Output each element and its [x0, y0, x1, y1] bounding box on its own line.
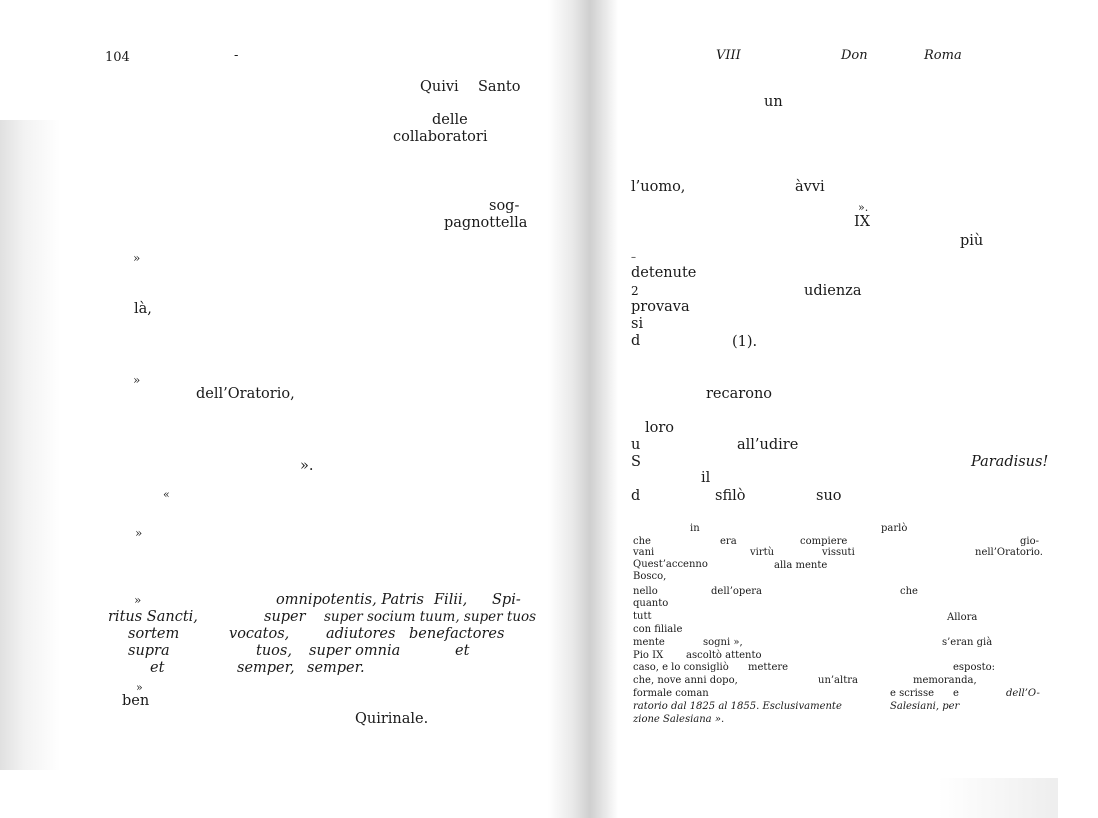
footnote-text: compiere — [800, 536, 848, 547]
text-fragment: – — [631, 252, 636, 263]
quote-mark: » — [133, 373, 141, 387]
footnote-text: dell’O- — [1006, 688, 1040, 699]
latin-text: Filii, — [434, 592, 468, 608]
running-head: Don — [841, 48, 868, 63]
footnote-text: era — [720, 536, 737, 547]
latin-text: benefactores — [409, 626, 505, 642]
latin-text: tuos, — [256, 643, 292, 659]
text-fragment: IX — [854, 214, 871, 230]
text-fragment: sog- — [489, 198, 520, 214]
text-fragment: si — [631, 316, 644, 332]
footnote-text: memoranda, — [913, 675, 977, 686]
text-fragment: sfilò — [715, 488, 746, 504]
footnote-text: nell’Oratorio. — [975, 547, 1043, 558]
text-fragment: Quivi — [420, 79, 459, 95]
latin-text: super omnia — [309, 643, 401, 659]
footnote-text: che, nove anni dopo, — [633, 675, 738, 686]
text-fragment: d — [631, 488, 641, 504]
header-dash: - — [234, 48, 239, 63]
latin-text: semper. — [307, 660, 365, 676]
latin-text: vocatos, — [229, 626, 290, 642]
text-fragment: più — [960, 233, 984, 249]
quote-mark: « — [163, 488, 170, 501]
text-fragment: S — [631, 454, 641, 470]
text-fragment: Quirinale. — [355, 711, 429, 727]
footnote-text: Pio IX — [633, 650, 664, 661]
footnote-text: ratorio dal 1825 al 1855. Esclusivamente — [633, 701, 842, 712]
footnote-text: parlò — [881, 523, 908, 534]
footnote-text: caso, e lo consigliò — [633, 662, 729, 673]
footnote-text: un’altra — [818, 675, 858, 686]
text-fragment: un — [764, 94, 783, 110]
text-fragment: all’udire — [737, 437, 799, 453]
text-fragment: collaboratori — [393, 129, 488, 145]
footnote-text: virtù — [750, 547, 775, 558]
text-fragment: provava — [631, 299, 690, 315]
text-fragment: là, — [134, 301, 152, 317]
text-fragment: recarono — [706, 386, 773, 402]
text-fragment: dell’Oratorio, — [196, 386, 295, 402]
latin-text: et — [150, 660, 165, 676]
text-fragment: Paradisus! — [971, 454, 1049, 470]
quote-mark: ». — [858, 201, 869, 214]
text-fragment: pagnottella — [444, 215, 528, 231]
footnote-text: mettere — [748, 662, 789, 673]
footnote-text: Salesiani, per — [890, 701, 960, 712]
footnote-text: che — [900, 586, 918, 597]
text-fragment: ben — [122, 693, 150, 709]
footnote-text: e — [953, 688, 959, 699]
footnote-text: Quest’accenno — [633, 559, 708, 570]
footnote-text: s’eran già — [942, 637, 993, 648]
latin-text: super — [264, 609, 306, 625]
text-fragment: u — [631, 437, 641, 453]
quote-mark: » — [136, 681, 143, 694]
footnote-text: in — [690, 523, 700, 534]
page-number: 104 — [105, 50, 130, 65]
footnote-text: dell’opera — [711, 586, 762, 597]
latin-text: semper, — [237, 660, 295, 676]
footnote-text: tutt — [633, 611, 652, 622]
footnote-text: alla mente — [774, 560, 828, 571]
footnote-marker: (1). — [732, 334, 758, 350]
text-fragment: àvvi — [795, 179, 825, 195]
quote-mark: » — [135, 526, 143, 540]
footnote-text: nello — [633, 586, 658, 597]
running-head: Roma — [924, 48, 962, 63]
latin-text: et — [455, 643, 470, 659]
chapter-number: VIII — [716, 48, 741, 63]
footnote-text: Allora — [947, 612, 978, 623]
text-fragment: d — [631, 333, 641, 349]
quote-mark: » — [134, 593, 142, 607]
text-fragment: delle — [432, 112, 468, 128]
footnote-text: quanto — [633, 598, 669, 609]
footnote-text: con filiale — [633, 624, 683, 635]
right-page — [560, 0, 1098, 818]
footnote-text: sogni », — [703, 637, 743, 648]
footnote-text: che — [633, 536, 651, 547]
quote-mark: ». — [300, 458, 314, 474]
footnote-text: ascoltò attento — [686, 650, 762, 661]
latin-text: super socium tuum, super tuos — [324, 609, 537, 625]
latin-text: ritus Sancti, — [108, 609, 198, 625]
footnote-text: vani — [633, 547, 655, 558]
quote-mark: » — [133, 251, 141, 265]
footnote-text: vissuti — [822, 547, 855, 558]
latin-text: omnipotentis, Patris — [276, 592, 424, 608]
footnote-text: gio- — [1020, 536, 1039, 547]
latin-text: adiutores — [326, 626, 396, 642]
text-fragment: 2 — [631, 284, 639, 298]
footnote-text: formale coman — [633, 688, 709, 699]
footnote-text: e scrisse — [890, 688, 934, 699]
text-fragment: loro — [645, 420, 675, 436]
footnote-text: mente — [633, 637, 665, 648]
text-fragment: Santo — [478, 79, 521, 95]
text-fragment: suo — [816, 488, 842, 504]
text-fragment: detenute — [631, 265, 697, 281]
latin-text: Spi- — [492, 592, 521, 608]
footnote-text: esposto: — [953, 662, 996, 673]
latin-text: supra — [128, 643, 170, 659]
text-fragment: il — [701, 470, 711, 486]
text-fragment: l’uomo, — [631, 179, 686, 195]
footnote-text: zione Salesiana ». — [633, 714, 725, 725]
footnote-text: Bosco, — [633, 571, 667, 582]
latin-text: sortem — [128, 626, 180, 642]
text-fragment: udienza — [804, 283, 862, 299]
